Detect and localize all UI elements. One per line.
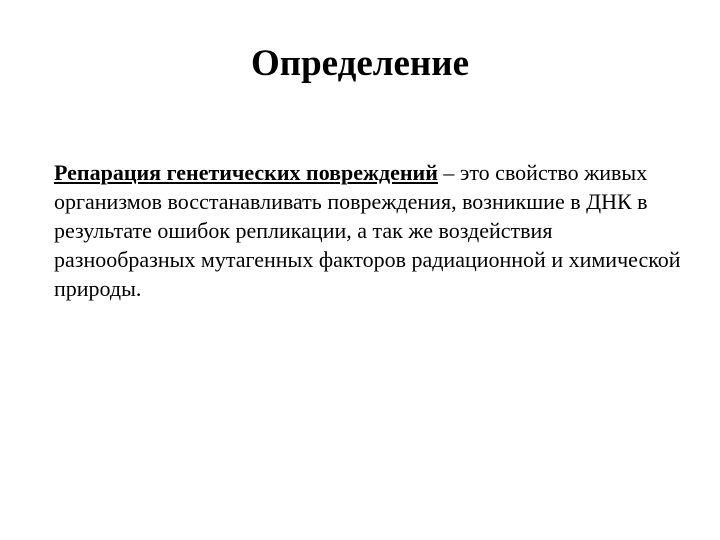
definition-text: – это свойство живых организмов восстанавливать повреждения, возникшие в ДНК в результате ошибок репликации, а так же воздействия разнообразных мутагенных факторов радиационной и химической природы.	[54, 160, 681, 301]
definition-term: Репарация генетических повреждений	[54, 160, 438, 185]
slide-title: Определение	[251, 43, 469, 84]
definition-paragraph	[54, 158, 699, 303]
